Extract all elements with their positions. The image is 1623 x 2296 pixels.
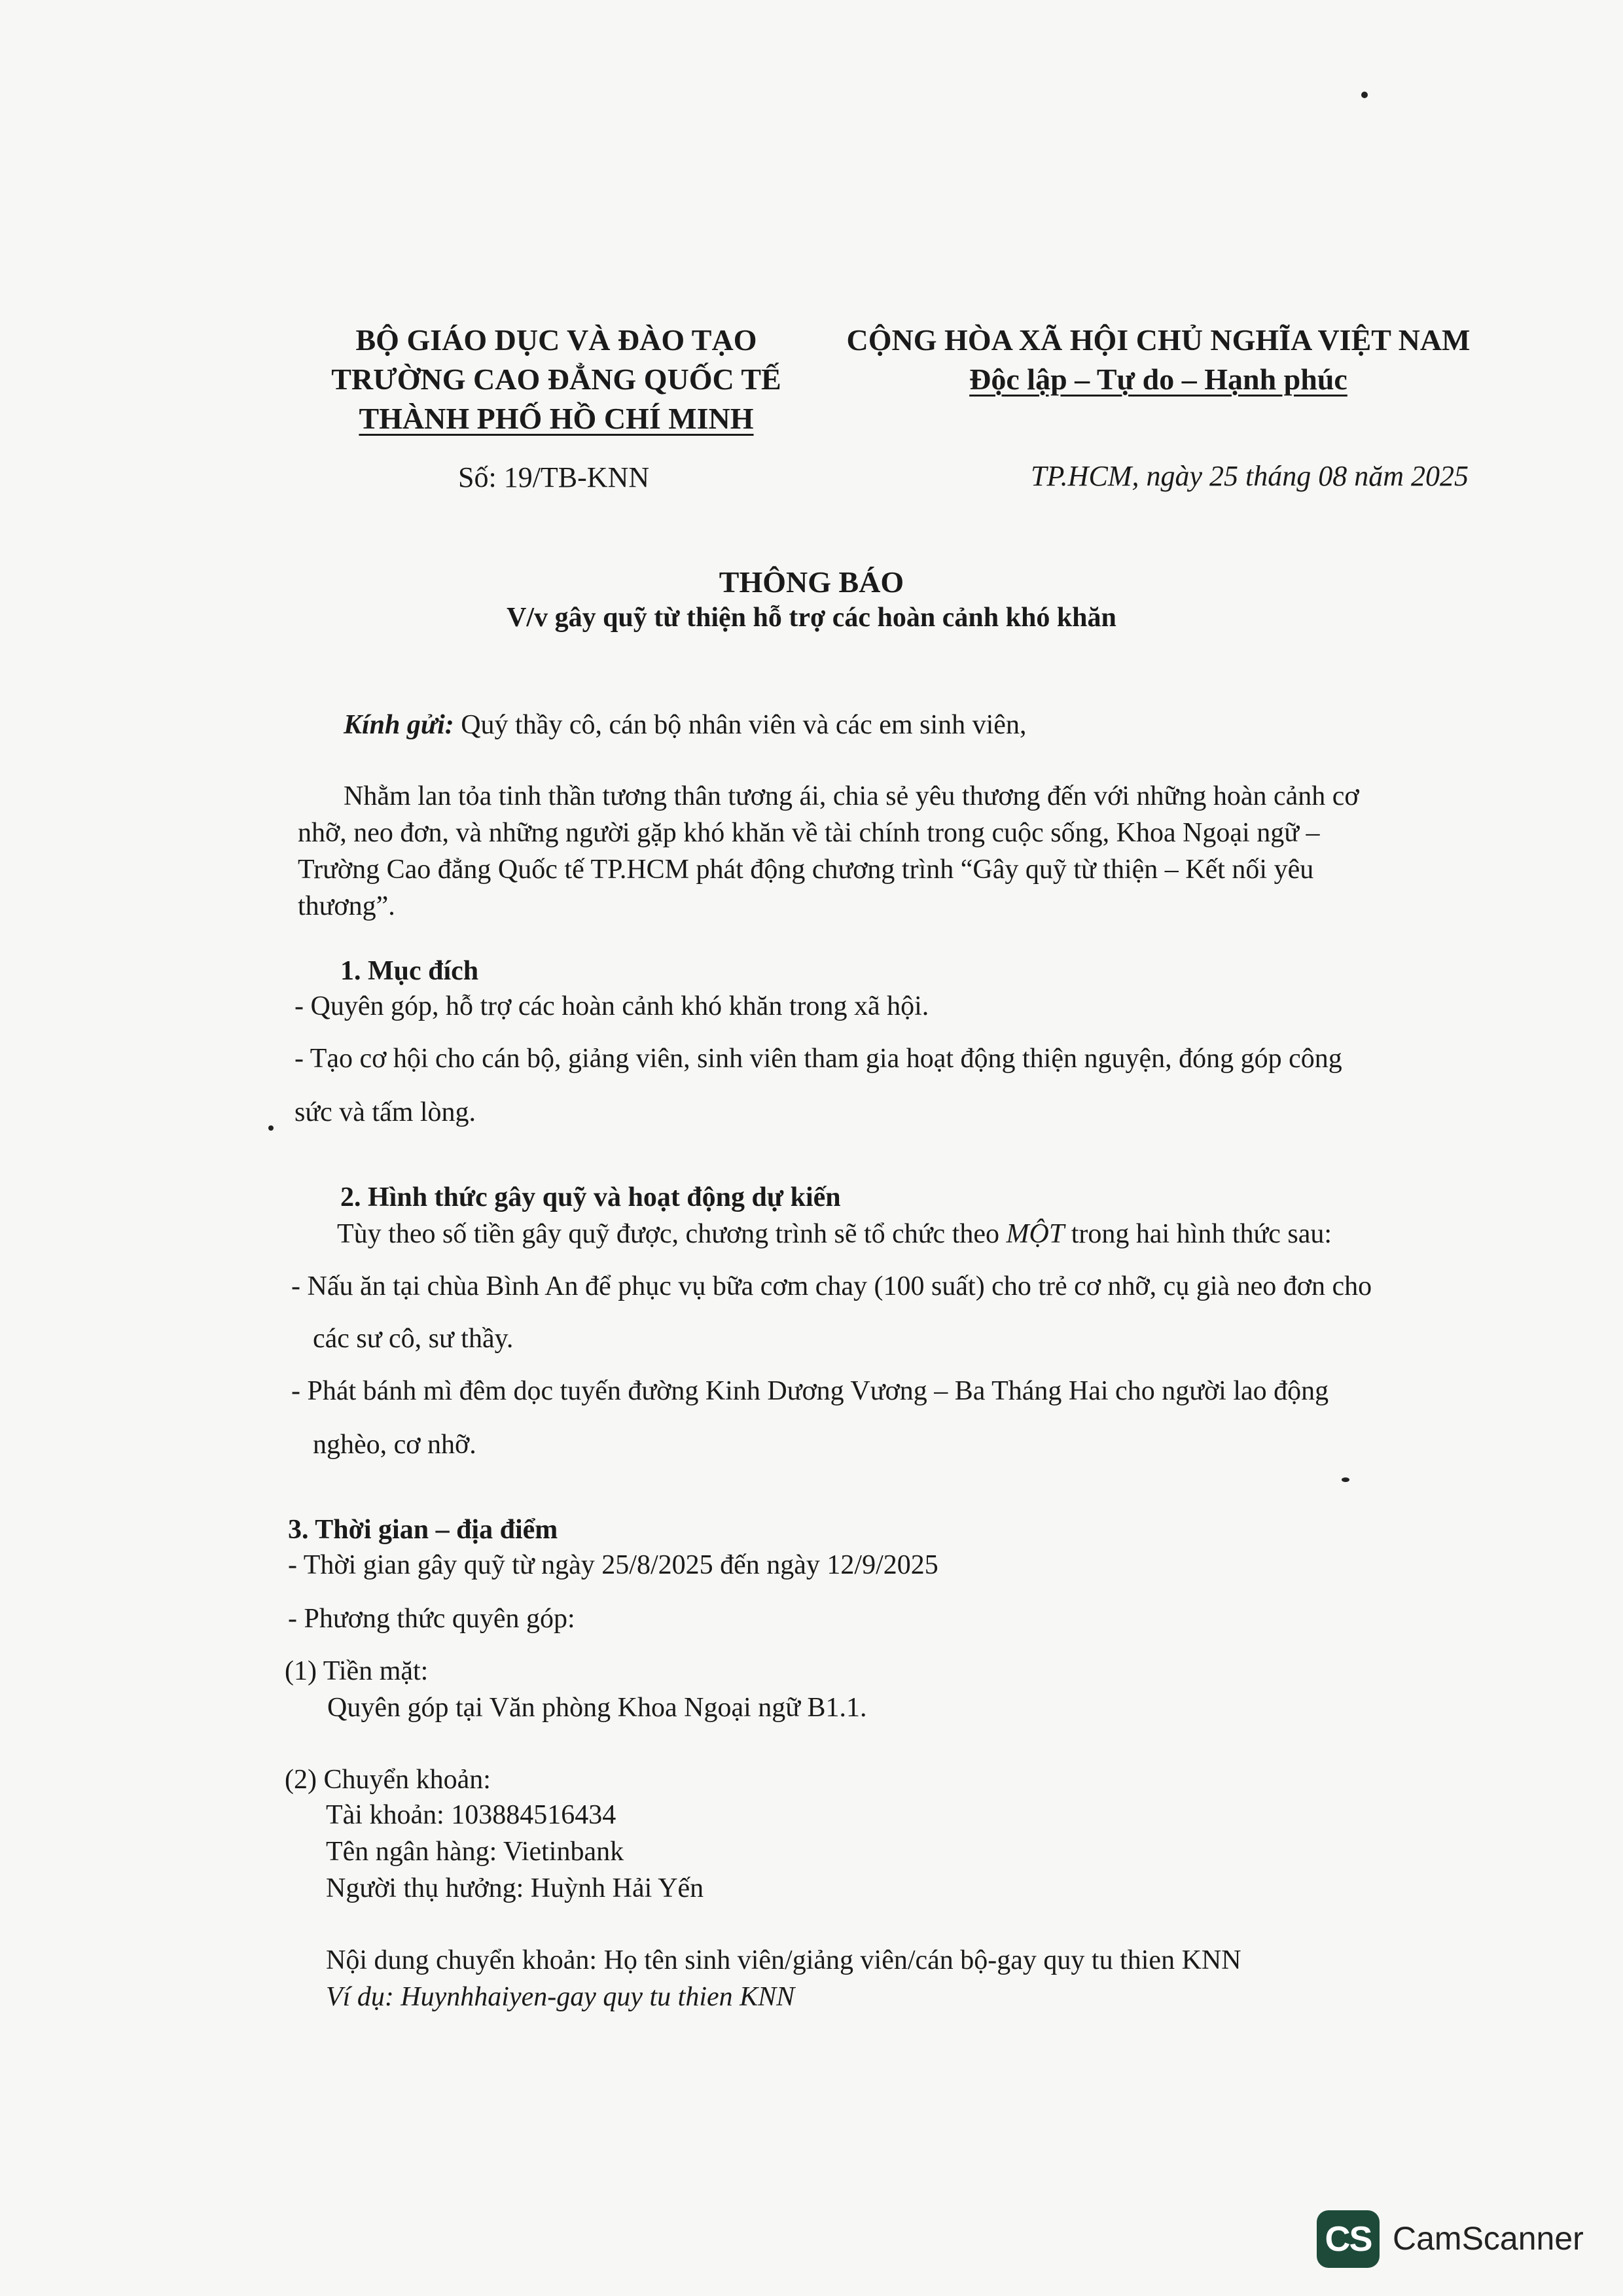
ministry-name: BỘ GIÁO DỤC VÀ ĐÀO TẠO xyxy=(355,323,757,357)
motto-text: Độc lập – Tự do – Hạnh phúc xyxy=(969,362,1347,396)
section3-method: - Phương thức quyên góp: xyxy=(288,1604,575,1634)
section2-item-2-line-2: nghèo, cơ nhỡ. xyxy=(313,1430,476,1460)
cash-detail: Quyên góp tại Văn phòng Khoa Ngoại ngữ B1.1. xyxy=(327,1693,867,1723)
intro-line-3: Trường Cao đẳng Quốc tế TP.HCM phát động chương trình “Gây quỹ từ thiện – Kết nối yêu xyxy=(298,855,1314,885)
section2-item-1-line-1: - Nấu ăn tại chùa Bình An để phục vụ bữa cơm chay (100 suất) cho trẻ cơ nhỡ, cụ già neo đơn cho xyxy=(291,1271,1372,1301)
document-date: TP.HCM, ngày 25 tháng 08 năm 2025 xyxy=(1031,460,1469,492)
motto xyxy=(844,360,1472,399)
intro-line-1: Nhằm lan tỏa tinh thần tương thân tương ái, chia sẻ yêu thương đến với những hoàn cảnh cơ xyxy=(344,781,1359,811)
section1-item-2-line-1: - Tạo cơ hội cho cán bộ, giảng viên, sinh viên tham gia hoạt động thiện nguyện, đóng góp công xyxy=(294,1044,1342,1074)
section1-item-2-line-2: sức và tấm lòng. xyxy=(294,1097,476,1127)
section2-lead xyxy=(337,1216,1332,1252)
bank-name: Tên ngân hàng: Vietinbank xyxy=(326,1837,624,1867)
camscanner-logo: CS xyxy=(1317,2210,1380,2268)
bank-account: Tài khoản: 103884516434 xyxy=(326,1800,616,1830)
city-name-text: THÀNH PHỐ HỒ CHÍ MINH xyxy=(359,402,754,435)
section3-time: - Thời gian gây quỹ từ ngày 25/8/2025 đến ngày 12/9/2025 xyxy=(288,1550,938,1580)
greeting-text: Quý thầy cô, cán bộ nhân viên và các em sinh viên, xyxy=(461,710,1027,740)
header-right xyxy=(844,321,1472,399)
section2-lead-emphasis: MỘT xyxy=(1006,1219,1065,1249)
transfer-content: Nội dung chuyển khoản: Họ tên sinh viên/giảng viên/cán bộ-gay quy tu thien KNN xyxy=(326,1945,1241,1975)
section2-item-1-line-2: các sư cô, sư thầy. xyxy=(313,1324,514,1354)
document-title: THÔNG BÁO xyxy=(719,565,904,599)
cash-label: (1) Tiền mặt: xyxy=(285,1656,429,1686)
city-name xyxy=(288,399,825,438)
transfer-example: Ví dụ: Huynhhaiyen-gay quy tu thien KNN xyxy=(326,1982,795,2012)
document-number: Số: 19/TB-KNN xyxy=(458,461,650,493)
school-name: TRƯỜNG CAO ĐẲNG QUỐC TẾ xyxy=(331,362,781,396)
section1-item-1: - Quyên góp, hỗ trợ các hoàn cảnh khó khăn trong xã hội. xyxy=(294,991,929,1021)
scan-speck xyxy=(268,1125,274,1131)
scan-speck xyxy=(1342,1477,1349,1482)
section2-heading: 2. Hình thức gây quỹ và hoạt động dự kiến xyxy=(340,1182,841,1212)
greeting-label: Kính gửi: xyxy=(344,710,454,740)
section2-lead-after: trong hai hình thức sau: xyxy=(1071,1219,1332,1249)
section2-lead-before: Tùy theo số tiền gây quỹ được, chương trình sẽ tổ chức theo xyxy=(337,1219,999,1249)
greeting xyxy=(344,707,1026,743)
camscanner-name: CamScanner xyxy=(1393,2220,1584,2257)
section3-heading: 3. Thời gian – địa điểm xyxy=(288,1515,558,1545)
intro-line-4: thương”. xyxy=(298,891,395,921)
intro-line-2: nhỡ, neo đơn, và những người gặp khó khăn về tài chính trong cuộc sống, Khoa Ngoại ngữ – xyxy=(298,818,1320,848)
transfer-label: (2) Chuyển khoản: xyxy=(285,1765,491,1795)
document-subtitle: V/v gây quỹ từ thiện hỗ trợ các hoàn cảnh khó khăn xyxy=(507,603,1116,633)
section2-item-2-line-1: - Phát bánh mì đêm dọc tuyến đường Kinh Dương Vương – Ba Tháng Hai cho người lao động xyxy=(291,1376,1329,1406)
beneficiary: Người thụ hưởng: Huỳnh Hải Yến xyxy=(326,1873,704,1903)
section1-heading: 1. Mục đích xyxy=(340,956,479,986)
header-left xyxy=(288,321,825,438)
nation-name: CỘNG HÒA XÃ HỘI CHỦ NGHĨA VIỆT NAM xyxy=(846,323,1471,357)
scan-speck xyxy=(1361,92,1368,98)
